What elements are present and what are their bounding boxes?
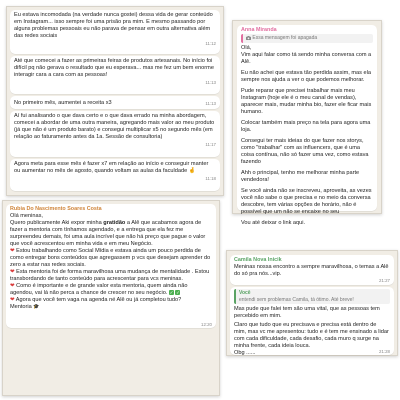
message-text: a Alê que acabamos agora de fazer a mentoria com tínhamos agendado, e a entrega que ela fez me surpreendeu demais, foi uma aula incrível que não há preço que pague o valor que você acrescentou em minha vida e em meu Negócio. [10, 220, 206, 247]
chat-screenshot-3 [2, 200, 220, 396]
message-time: 11:13 [205, 80, 216, 85]
message-text: Como é importante e de grande valor esta mentoria, quem ainda não agendou, vai lá não perca a chance de crescer no seu negócio. [10, 283, 188, 296]
message-text: Esta mentoria foi de forma maravilhosa uma mudança de mentalidade . Estou transbordando de tanto conteúdo para acrescentar para vcs meninas. [10, 269, 210, 282]
quoted-text: Essa mensagem foi apagada [252, 35, 318, 41]
checkmark-icon: ✓ [169, 290, 174, 296]
message-time: 11:17 [205, 142, 216, 147]
heart-icon: ❤ [10, 269, 15, 275]
message-bubble [10, 159, 220, 191]
message-text: Agora que você tem vaga na agenda né Alê ou já completou tudo? [15, 297, 182, 303]
sender-name: Rubia Do Nascimento Soares Costa [10, 206, 102, 212]
message-text: Meninas nossa encontro a sempre maravilhosa, o temas a Alê do só pra nós...vip. [234, 264, 389, 277]
heart-icon: ❤ [10, 297, 15, 303]
message-time: 21:28 [379, 349, 390, 354]
message-text: Obg ...... [234, 350, 256, 356]
message-bubble [10, 96, 220, 109]
message-bold-text: gratidão [103, 220, 126, 226]
chat-screenshot-1 [6, 6, 224, 196]
sender-name: Camila Nova Inicik [234, 257, 282, 263]
message-bubble [6, 204, 216, 328]
chat-screenshot-2 [232, 20, 382, 226]
signoff-text: Mentoria [10, 304, 32, 310]
quoted-content [246, 35, 370, 42]
chat-screenshot-4 [226, 250, 398, 356]
message-bubble [230, 255, 394, 285]
message-text: Claro que tudo que eu precisava e precisa está dentro de mim, mas vc me apresentou: tudo e é tem me ensinado a lidar com cada dificuldade, cada desafio, cada muro q surge na minha frente, cada ideia louca. [234, 322, 389, 349]
quoted-message[interactable] [234, 289, 390, 304]
signoff-line [10, 304, 212, 311]
message-text: Quero publicamente Aki expor minha [10, 220, 104, 226]
message-time: 11:18 [205, 176, 216, 181]
message-bubble [10, 111, 220, 157]
message-line: Colocar também mais preço na tela para agora uma loja. [241, 119, 371, 133]
message-text: No primeiro mês, aumentei a receita x3 [14, 99, 112, 106]
heart-icon: ❤ [10, 248, 15, 254]
checkmark-icon: ✓ [176, 290, 180, 296]
message-line: Ahh o principal, tenho me melhorar minha parte vendedora! [241, 169, 360, 183]
message-line: Pude reparar que precisei trabalhar mais meu Instagram (hoje ele é o meu canal de vendas), aparecer mais, mudar minha bio, fazer ele ficar mais humano. [241, 87, 372, 115]
message-bubble [10, 10, 220, 54]
message-time: 21:27 [379, 278, 390, 283]
message-text: Estou trabalhando como Social Mídia e estava ainda um pouco perdida de como entregar bons conteúdos que agregassem p vcs que desejam aprender do zero a estar nas redes sociais. [10, 248, 211, 268]
message-line: Eu não achei que estava tão perdida assim, mas ela sempre nos ajuda a ver o que podemos melhorar. [241, 69, 371, 83]
message-paragraph [10, 248, 212, 269]
sender-name: Anna Miranda [241, 27, 277, 33]
quoted-message[interactable] [241, 34, 373, 43]
message-text: Mas pude que falei tem são uma vital, que as pessoas tem percebido em mim. [234, 306, 380, 319]
graduation-cap-icon: 🎓 [33, 304, 40, 310]
message-paragraph [10, 297, 212, 304]
message-text: Até que comecei a fazer as primeiras feiras de produtos artesanais. No início foi difícil pq não gerava o resultado que eu esperava... mas me fez um bem enorme interagir cara a cara com as pessoas! [14, 58, 214, 78]
message-text: Eu estava incomodada (na verdade nunca gostei) dessa vida de gerar conteúdo em Instagram... isso sempre foi uma prisão pra mim. E mesmo passando por alguns problemas pessoais eu não parava de pensar em outra alternativa além das redes sociais [14, 12, 213, 39]
message-time: 11:13 [205, 100, 216, 106]
message-content [14, 161, 216, 175]
message-text: Agora meta para esse mês é fazer x7 em relação ao início e conseguir manter ou aumentar no mês de agosto, quando voltam as aulas da faculdade [14, 161, 209, 174]
heart-icon: ❤ [10, 283, 15, 289]
crossed-fingers-icon: 🤞 [188, 168, 196, 174]
message-paragraph [10, 269, 212, 283]
message-line: Vim aqui falar como tá sendo minha conversa com a Alê. [241, 51, 372, 65]
greeting-text: Olá, [241, 44, 252, 51]
quoted-sender: Você [239, 290, 251, 296]
message-line: Vou até deixar o link aqui. [241, 219, 306, 226]
message-line: Se você ainda não se inscreveu, aproveita, as vezes você não sabe o que precisa e no meio da conversa descobre, tem várias opções de horário, não é possível que um não se encaixe no seu [241, 187, 372, 215]
message-time: 11:12 [205, 41, 216, 46]
message-line: Consegui ter mais ideias do que fazer nos storys, como "trabalhar" com as influencers, que é uma coisa contínua, não só fazer uma vez, como estava fazendo [241, 137, 369, 165]
message-bubble [230, 287, 394, 355]
greeting-text: Olá meninas, [10, 213, 43, 219]
message-time: 12:20 [201, 322, 212, 327]
message-bubble [10, 56, 220, 94]
quoted-text: entendi sem problemas Camila, tá ótimo. Até breve! [239, 296, 354, 303]
message-paragraph [10, 220, 212, 248]
message-text: Aí fui analisando o que dava certo e o que dava errado na minha abordagem, comecei a abordar de uma outra maneira, agregando mais valor ao meu produto (já que não é um produto barato) e consegui multiplicar x5 no segundo mês (em relação ao faturamento antes da 1a. Sessão de consultoria) [14, 113, 215, 140]
camera-icon [246, 36, 251, 40]
message-bubble [237, 25, 377, 226]
message-paragraph [10, 283, 212, 297]
